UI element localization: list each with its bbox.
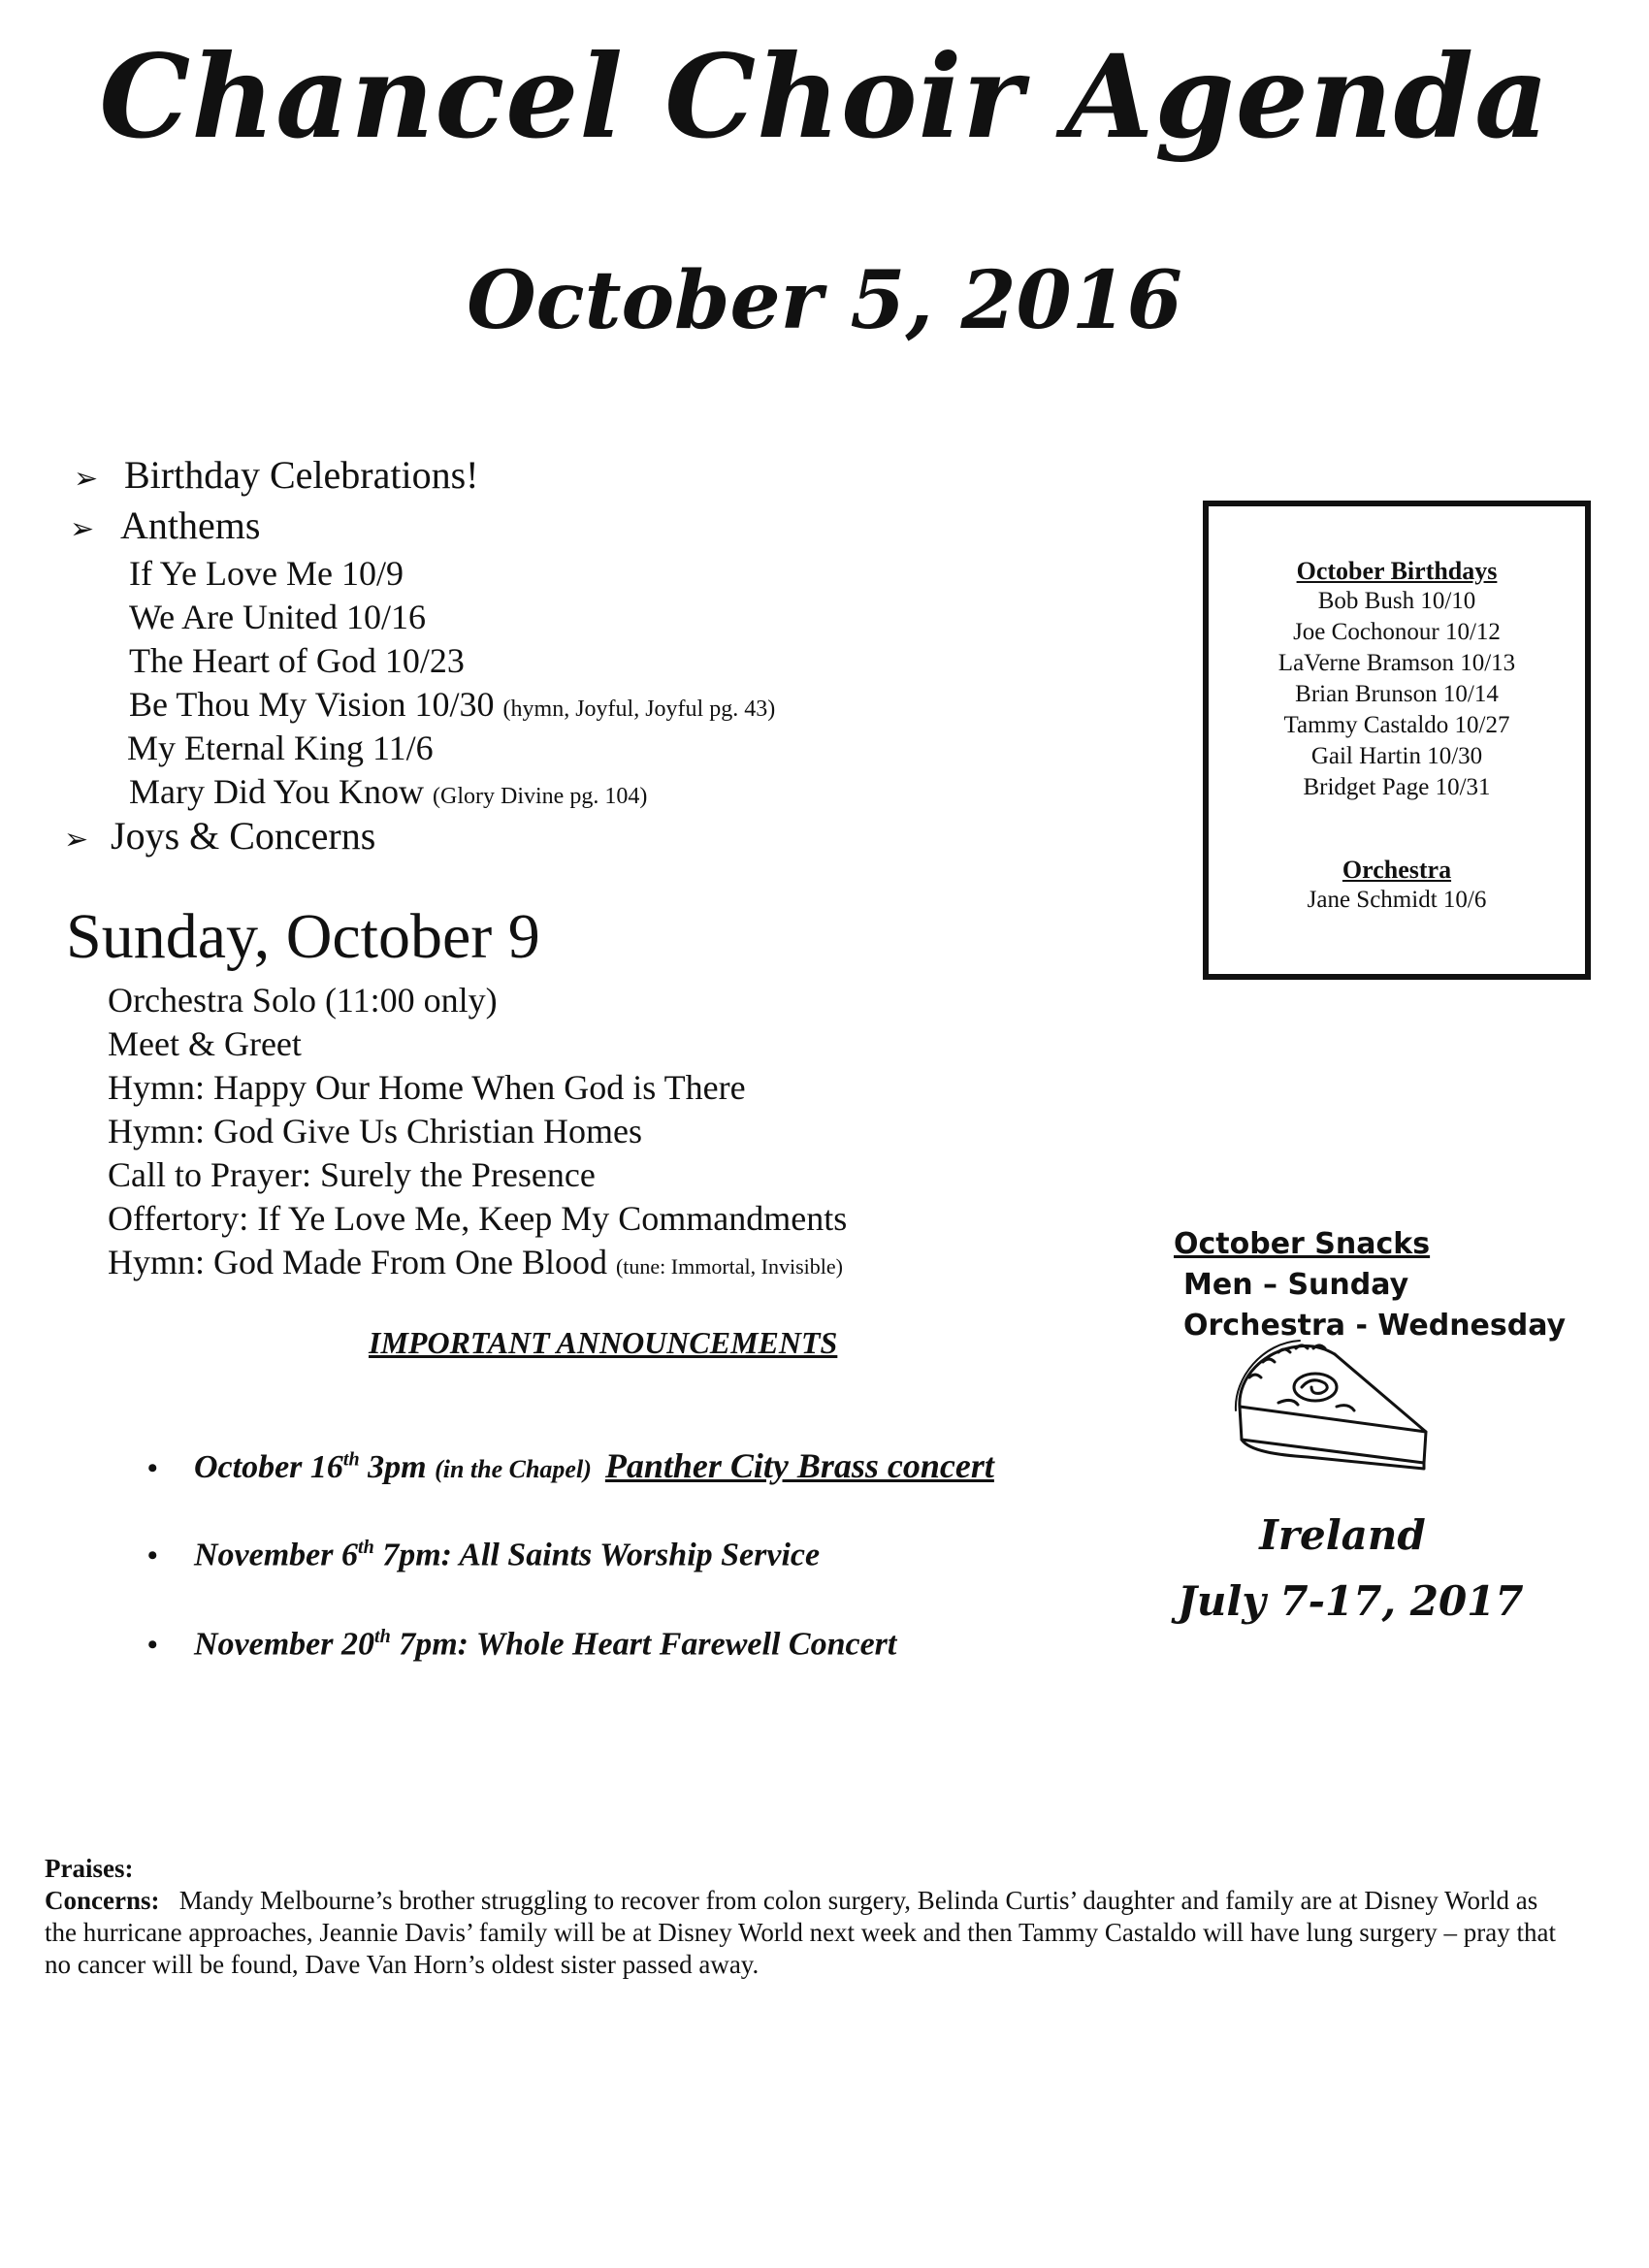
birthdays-heading: October Birthdays	[1296, 557, 1498, 585]
announcement-event-link: Panther City Brass concert	[604, 1446, 994, 1485]
service-item: Offertory: If Ye Love Me, Keep My Commandments	[108, 1199, 848, 1238]
agenda-item-joys-concerns	[64, 813, 375, 859]
announcement-item: • November 20th 7pm: Whole Heart Farewell Concert	[147, 1626, 897, 1663]
anthem-note: (hymn, Joyful, Joyful pg. 43)	[502, 697, 776, 722]
orchestra-heading: Orchestra	[1342, 856, 1452, 884]
announcements-heading: IMPORTANT ANNOUNCEMENTS	[369, 1325, 838, 1360]
announcement-item: • November 6th 7pm: All Saints Worship Service	[147, 1537, 821, 1573]
birthday-entry: Gail Hartin 10/30	[1310, 743, 1483, 769]
snacks-block	[1174, 1224, 1566, 1346]
announcement-item: • October 16th 3pm (in the Chapel) Panther City Brass concert	[147, 1446, 994, 1485]
service-item: Hymn: God Made From One Blood (tune: Immortal, Invisible)	[108, 1243, 843, 1281]
agenda-item-birthdays	[74, 452, 478, 498]
trip-dates: July 7-17, 2017	[1178, 1577, 1524, 1625]
service-item: Orchestra Solo (11:00 only)	[108, 981, 498, 1020]
concerns-text: Mandy Melbourne’s brother struggling to recover from colon surgery, Belinda Curtis’ daughter and family are at Disney World as the hurricane approaches, Jeannie Davis’ family will be at Disney World next week and then Tammy Castaldo will have lung surgery – pray that no cancer will be found, Dave Van Horn’s oldest sister passed away.	[45, 1886, 1556, 1979]
arrow-bullet-icon: ➢	[74, 462, 99, 496]
arrow-bullet-icon: ➢	[70, 512, 95, 546]
bullet-dot-icon: •	[147, 1629, 158, 1662]
anthem-item: My Eternal King 11/6	[127, 729, 434, 767]
anthem-item: Be Thou My Vision 10/30 (hymn, Joyful, Joyful pg. 43)	[129, 685, 776, 724]
anthem-item: If Ye Love Me 10/9	[129, 554, 404, 593]
orchestra-birthday-entry: Jane Schmidt 10/6	[1307, 887, 1487, 913]
agenda-item-anthems	[70, 502, 260, 548]
snacks-line: Men – Sunday	[1183, 1268, 1409, 1302]
page-title: Chancel Choir Agenda	[99, 29, 1550, 164]
sunday-heading: Sunday, October 9	[66, 901, 540, 972]
concerns-label: Concerns:	[45, 1886, 160, 1915]
service-note: (tune: Immortal, Invisible)	[615, 1254, 843, 1279]
birthday-entry: Bob Bush 10/10	[1317, 588, 1476, 614]
anthem-note: (Glory Divine pg. 104)	[433, 784, 648, 809]
bullet-dot-icon: •	[147, 1539, 158, 1572]
anthem-item: We Are United 10/16	[129, 598, 427, 636]
agenda-item-label: Anthems	[120, 503, 261, 547]
service-item: Hymn: Happy Our Home When God is There	[108, 1068, 746, 1107]
concerns-paragraph	[45, 1885, 1558, 1981]
meeting-date: October 5, 2016	[467, 254, 1182, 347]
birthday-entry: LaVerne Bramson 10/13	[1277, 650, 1516, 676]
agenda-item-label: Birthday Celebrations!	[124, 453, 479, 497]
anthem-item: The Heart of God 10/23	[129, 641, 465, 680]
service-item: Meet & Greet	[108, 1024, 302, 1063]
praises-label: Praises:	[45, 1854, 134, 1883]
arrow-bullet-icon: ➢	[64, 823, 89, 857]
birthday-entry: Bridget Page 10/31	[1303, 774, 1491, 800]
trip-destination: Ireland	[1259, 1511, 1426, 1559]
pie-slice-icon	[1220, 1339, 1436, 1480]
anthem-item: Mary Did You Know (Glory Divine pg. 104)	[129, 772, 648, 811]
birthday-entry: Joe Cochonour 10/12	[1293, 619, 1501, 645]
birthday-entry: Brian Brunson 10/14	[1295, 681, 1499, 707]
service-item: Hymn: God Give Us Christian Homes	[108, 1112, 642, 1150]
snacks-line: Orchestra - Wednesday	[1183, 1309, 1567, 1343]
agenda-item-label: Joys & Concerns	[111, 814, 376, 858]
birthday-entry: Tammy Castaldo 10/27	[1283, 712, 1510, 738]
birthdays-box	[1203, 501, 1591, 980]
snacks-heading: October Snacks	[1174, 1227, 1431, 1261]
bullet-dot-icon: •	[147, 1452, 158, 1484]
service-item: Call to Prayer: Surely the Presence	[108, 1155, 596, 1194]
